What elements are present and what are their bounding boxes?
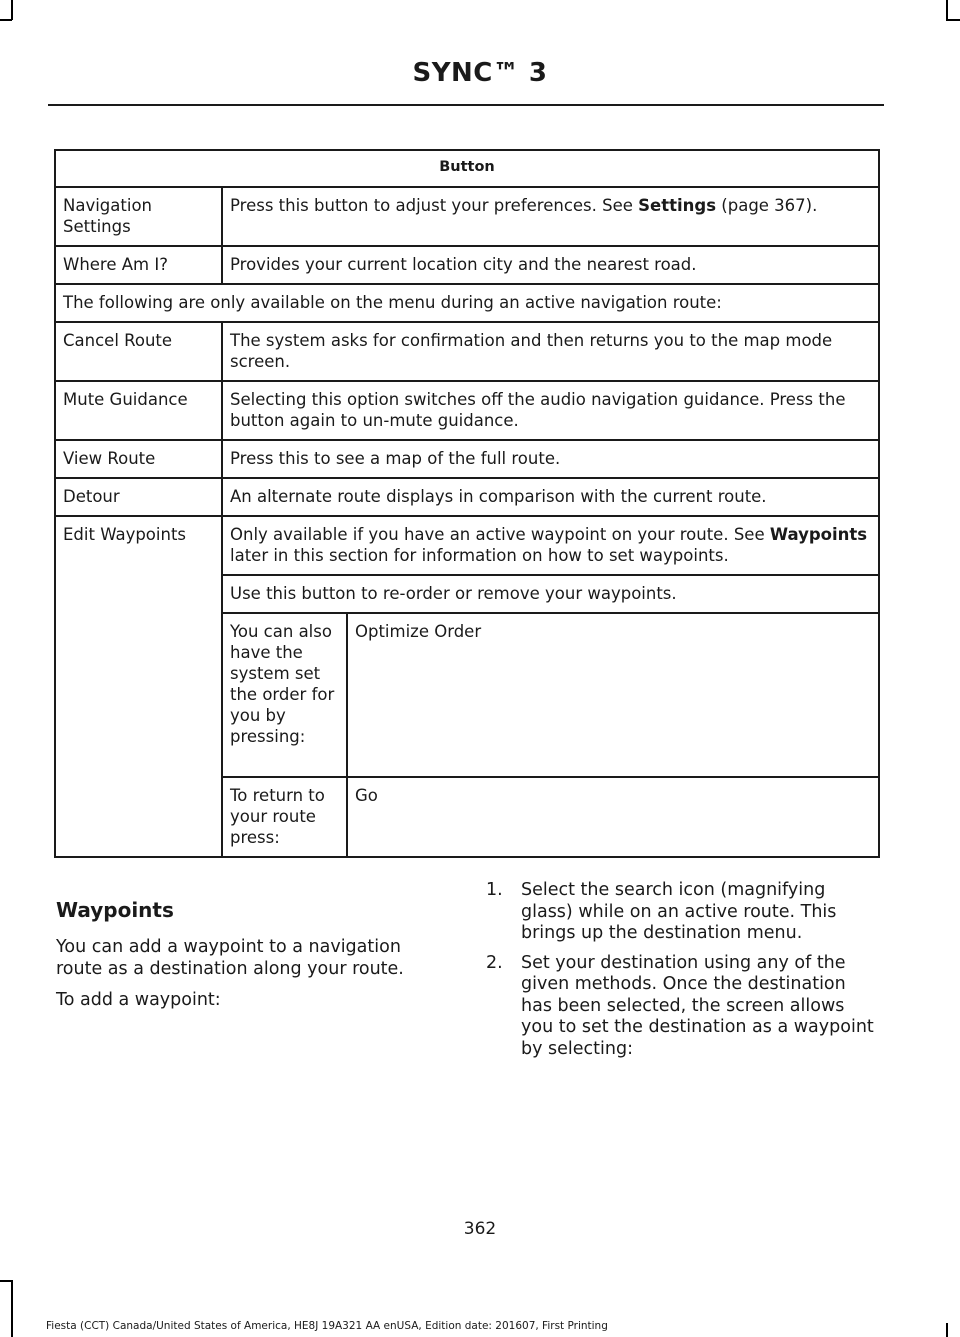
- footer-text: Fiesta (CCT) Canada/United States of America, HE8J 19A321 AA enUSA, Edition date: 201607, First Printing: [46, 1320, 608, 1332]
- row-label: Navigation Settings: [55, 187, 222, 246]
- table-header: Button: [55, 150, 879, 187]
- row-label: Where Am I?: [55, 246, 222, 284]
- table-row: [55, 381, 879, 440]
- row-description: Press this to see a map of the full route.: [222, 440, 879, 478]
- go-description: To return to your route press:: [222, 777, 347, 857]
- crop-mark: [11, 1280, 13, 1337]
- optimize-description: You can also have the system set the order for you by pressing:: [222, 613, 347, 777]
- crop-mark: [946, 19, 960, 21]
- row-label: Edit Waypoints: [55, 516, 222, 857]
- table-row: [55, 440, 879, 478]
- row-description: Only available if you have an active waypoint on your route. See Waypoints later in this section for information on how to set waypoints.: [222, 516, 879, 575]
- waypoints-heading: Waypoints: [56, 898, 174, 922]
- row-description: Selecting this option switches off the audio navigation guidance. Press the button again to un-mute guidance.: [222, 381, 879, 440]
- table-row: [55, 478, 879, 516]
- waypoint-steps: [486, 880, 881, 1068]
- table-header-row: [55, 150, 879, 187]
- crop-mark: [0, 19, 12, 21]
- row-label: Mute Guidance: [55, 381, 222, 440]
- crop-mark: [11, 0, 13, 20]
- row-label: Detour: [55, 478, 222, 516]
- table-row: [55, 516, 879, 575]
- row-label: View Route: [55, 440, 222, 478]
- row-description: Provides your current location city and the nearest road.: [222, 246, 879, 284]
- row-label: Cancel Route: [55, 322, 222, 381]
- table-row: [55, 246, 879, 284]
- crop-mark: [946, 0, 948, 20]
- page-title: SYNC™ 3: [412, 58, 548, 88]
- table-row: [55, 187, 879, 246]
- list-item: 2. Set your destination using any of the given methods. Once the destination has been selected, the screen allows you to set the destination as a waypoint by selecting:: [486, 952, 874, 1059]
- waypoints-intro: You can add a waypoint to a navigation route as a destination along your route.: [56, 937, 404, 979]
- go-label: Go: [347, 777, 879, 857]
- optimize-order-label: Optimize Order: [347, 613, 879, 777]
- crop-mark: [946, 1323, 948, 1337]
- row-description: Press this button to adjust your preferences. See Settings (page 367).: [222, 187, 879, 246]
- page-number: 362: [463, 1219, 497, 1239]
- waypoints-reference: Waypoints: [769, 525, 868, 544]
- table-row: [55, 322, 879, 381]
- waypoints-to-add: To add a waypoint:: [56, 990, 221, 1010]
- row-description: The system asks for confirmation and then returns you to the map mode screen.: [222, 322, 879, 381]
- table-row: [55, 284, 879, 322]
- navigation-buttons-table: [54, 149, 880, 858]
- reorder-description: Use this button to re-order or remove your waypoints.: [222, 575, 879, 613]
- list-item: 1. Select the search icon (magnifying glass) while on an active route. This brings up the destination menu.: [486, 880, 837, 943]
- row-description: An alternate route displays in comparison with the current route.: [222, 478, 879, 516]
- header-divider: [48, 104, 884, 106]
- settings-reference: Settings: [638, 196, 717, 215]
- route-only-note: The following are only available on the menu during an active navigation route:: [55, 284, 879, 322]
- crop-mark: [0, 1280, 12, 1282]
